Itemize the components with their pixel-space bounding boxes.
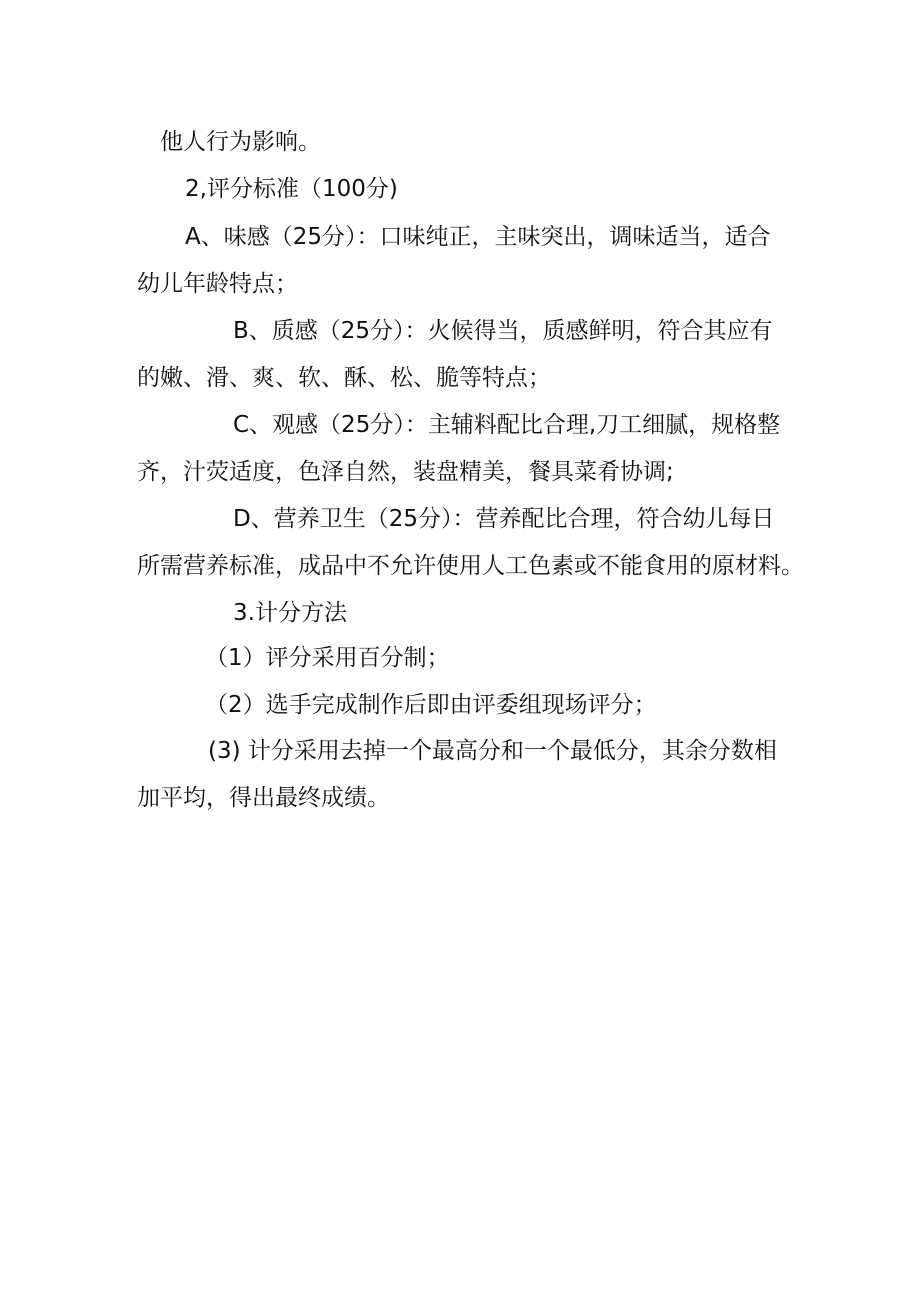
method-item-3-line-1: (3) 计分采用去掉一个最高分和一个最低分，其余分数相 [208, 738, 777, 764]
criterion-c-line-1: C、观感（25分）：主辅料配比合理,刀工细腻，规格整 [233, 412, 781, 438]
method-item-3-line-2: 加平均，得出最终成绩。 [137, 785, 390, 811]
text-line-1: 他人行为影响。 [160, 129, 321, 155]
criterion-a-line-2: 幼儿年龄特点； [137, 271, 298, 297]
method-item-2: （2）选手完成制作后即由评委组现场评分； [205, 692, 657, 718]
criterion-a-line-1: A、味感（25分）：口味纯正，主味突出，调味适当，适合 [185, 224, 771, 250]
criterion-c-line-2: 齐，汁荧适度，色泽自然，装盘精美，餐具菜肴协调; [137, 459, 674, 485]
section-heading-scoring-criteria: 2,评分标准（100分) [185, 176, 398, 202]
criterion-b-line-1: B、质感（25分）：火候得当，质感鲜明，符合其应有 [233, 318, 773, 344]
section-heading-scoring-method: 3.计分方法 [233, 600, 347, 626]
criterion-d-line-1: D、营养卫生（25分）：营养配比合理，符合幼儿每日 [233, 506, 775, 532]
criterion-b-line-2: 的嫩、滑、爽、软、酥、松、脆等特点； [137, 365, 551, 391]
criterion-d-line-2: 所需营养标准，成品中不允许使用人工色素或不能食用的原材料。 [137, 553, 804, 579]
method-item-1: （1）评分采用百分制； [205, 645, 450, 671]
